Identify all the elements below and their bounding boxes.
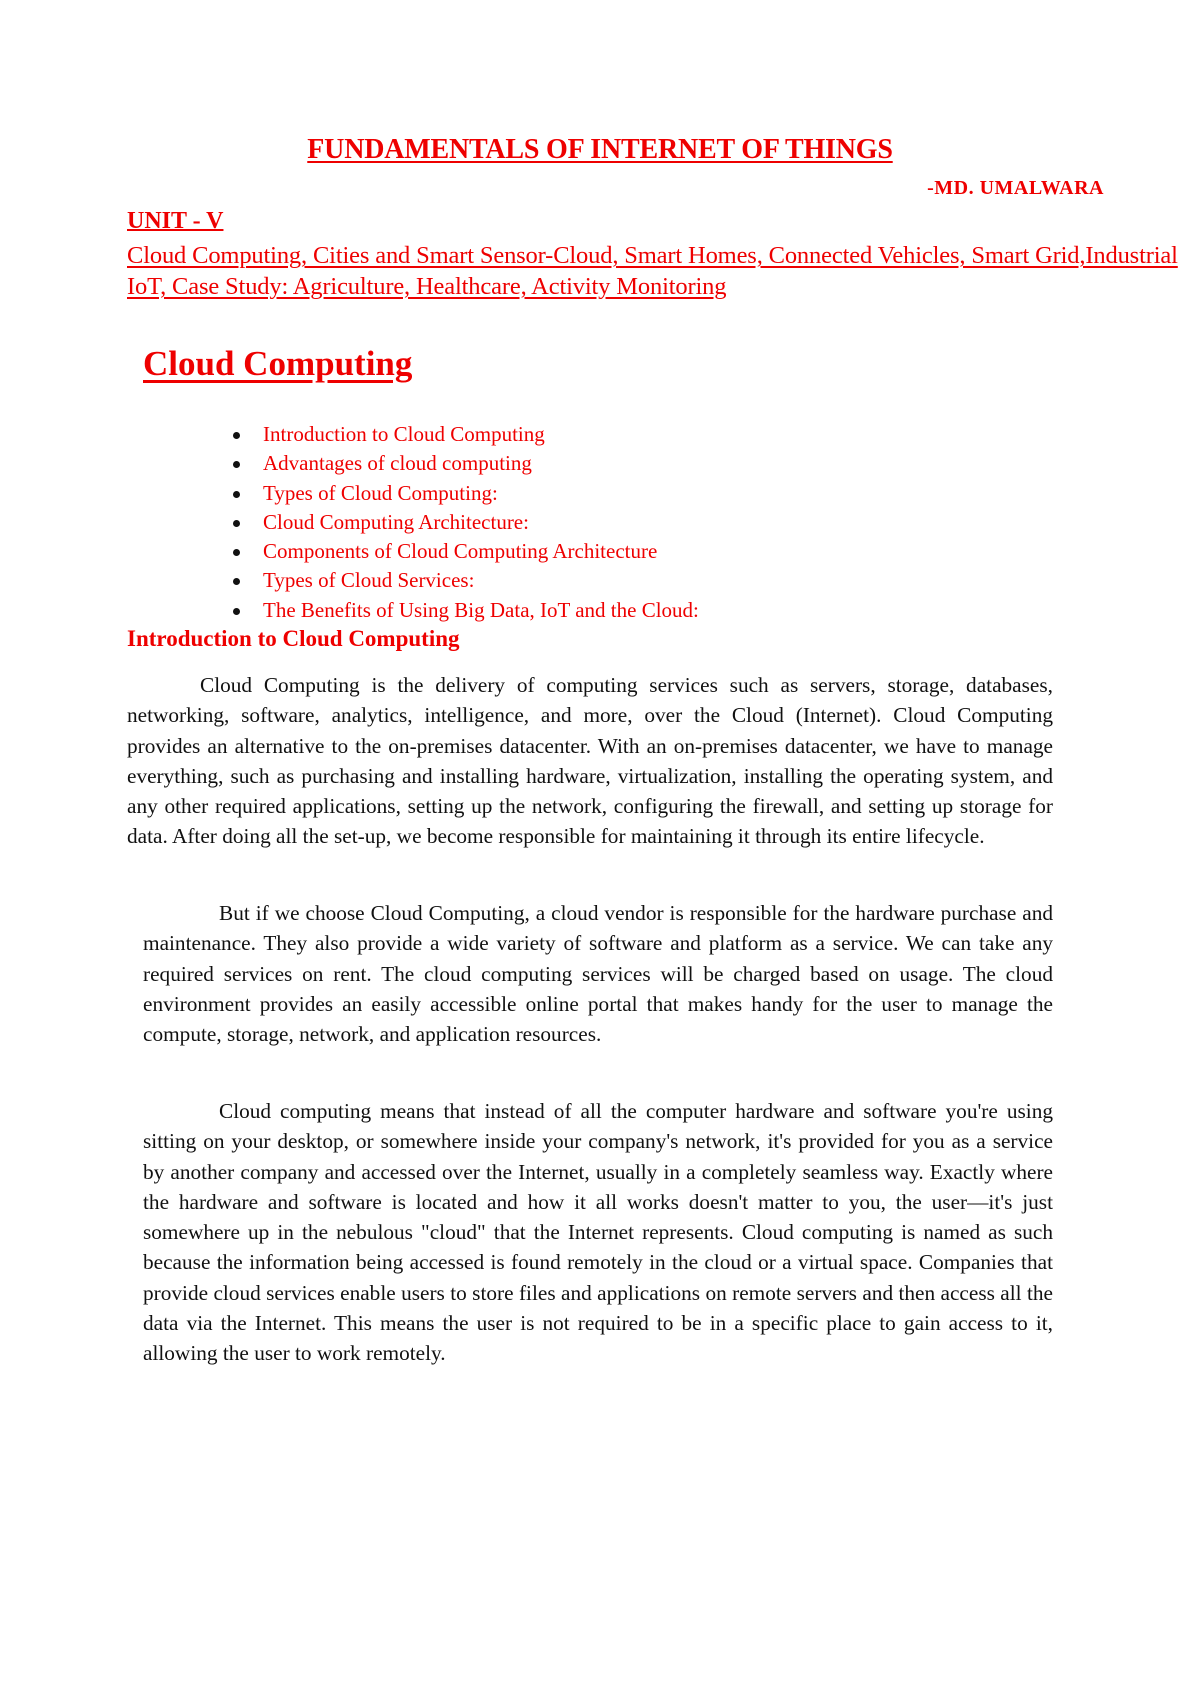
topic-list-item (230, 449, 699, 478)
topic-list (230, 420, 699, 625)
bullet-icon (233, 461, 240, 468)
section-title: Cloud Computing (143, 344, 413, 383)
unit-label: UNIT - V (127, 208, 224, 234)
topic-label: Components of Cloud Computing Architecture (263, 539, 658, 564)
topic-list-item (230, 566, 699, 595)
author-name: -MD. UMALWARA (927, 177, 1104, 199)
document-title: FUNDAMENTALS OF INTERNET OF THINGS (307, 134, 893, 165)
topic-list-item (230, 420, 699, 449)
body-paragraph-3: Cloud computing means that instead of all the computer hardware and software you're using sitting on your desktop, or somewhere inside your company's network, it's provided for you as a service by another company and accessed over the Internet, usually in a completely seamless way. Exactly where the hardware and software is located and how it all works doesn't matter to you, the user—it's just somewhere up in the nebulous "cloud" that the Internet represents. Cloud computing is named as such because the information being accessed is found remotely in the cloud or a virtual space. Companies that provide cloud services enable users to store files and applications on remote servers and then access all the data via the Internet. This means the user is not required to be in a specific place to gain access to it, allowing the user to work remotely. (143, 1099, 1053, 1366)
topic-list-item (230, 537, 699, 566)
unit-topics: Cloud Computing, Cities and Smart Sensor-Cloud, Smart Homes, Connected Vehicles, Smart Grid,Industrial IoT, Case Study: Agriculture, Healthcare, Activity Monitoring (127, 242, 1178, 300)
topic-label: Types of Cloud Computing: (263, 480, 498, 505)
topic-list-item (230, 596, 699, 625)
topic-list-item (230, 479, 699, 508)
subsection-title: Introduction to Cloud Computing (127, 626, 460, 651)
topic-list-item (230, 508, 699, 537)
bullet-icon (233, 608, 240, 615)
bullet-icon (233, 520, 240, 527)
bullet-icon (233, 491, 240, 498)
topic-label: The Benefits of Using Big Data, IoT and the Cloud: (263, 597, 699, 622)
bullet-icon (233, 432, 240, 439)
topic-label: Cloud Computing Architecture: (263, 509, 529, 534)
topic-label: Advantages of cloud computing (263, 451, 532, 476)
topic-label: Introduction to Cloud Computing (263, 422, 545, 446)
body-paragraph-1: Cloud Computing is the delivery of computing services such as servers, storage, databases, networking, software, analytics, intelligence, and more, over the Cloud (Internet). Cloud Computing provides an alternative to the on-premises datacenter. With an on-premises datacenter, we have to manage everything, such as purchasing and installing hardware, virtualization, installing the operating system, and any other required applications, setting up the network, configuring the firewall, and setting up storage for data. After doing all the set-up, we become responsible for maintaining it through its entire lifecycle. (127, 673, 1053, 849)
bullet-icon (233, 578, 240, 585)
body-paragraph-2: But if we choose Cloud Computing, a cloud vendor is responsible for the hardware purchase and maintenance. They also provide a wide variety of software and platform as a service. We can take any required services on rent. The cloud computing services will be charged based on usage. The cloud environment provides an easily accessible online portal that makes handy for the user to manage the compute, storage, network, and application resources. (143, 901, 1053, 1047)
bullet-icon (233, 549, 240, 556)
topic-label: Types of Cloud Services: (263, 568, 475, 593)
